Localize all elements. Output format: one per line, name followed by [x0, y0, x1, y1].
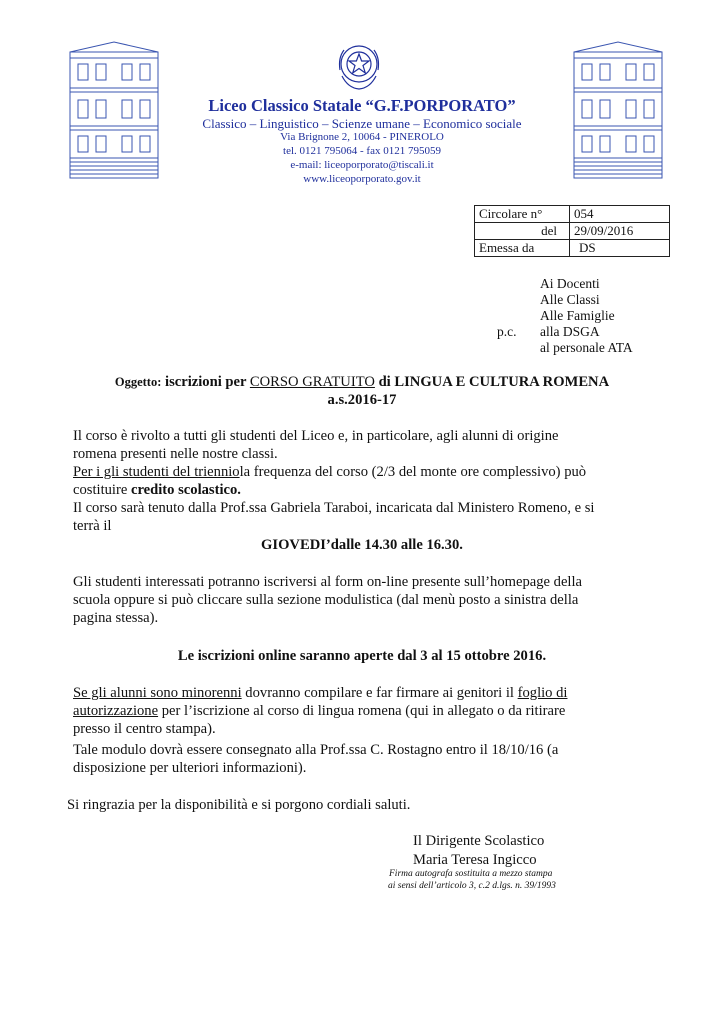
- recipient-ata: al personale ATA: [540, 340, 633, 355]
- signature-role: Il Dirigente Scolastico: [413, 833, 545, 849]
- paragraph-line: [73, 702, 565, 720]
- schedule-line: GIOVEDI’dalle 14.30 alle 16.30.: [261, 537, 463, 553]
- recipient-teachers: Ai Docenti: [540, 276, 600, 291]
- paragraph-line: [73, 463, 586, 481]
- authorization-detail: per l’iscrizione al corso di lingua romena (qui in allegato o da ritirare: [161, 703, 566, 719]
- school-email: e-mail: liceoporporato@tiscali.it: [290, 159, 434, 171]
- authorization-form-ref: autorizzazione: [73, 703, 159, 719]
- school-phone-fax: tel. 0121 795064 - fax 0121 795059: [283, 145, 441, 157]
- credit-pre: costituire: [73, 482, 128, 498]
- signature-note: ai sensi dell’articolo 3, c.2 d.lgs. n. 39/1993: [388, 881, 556, 891]
- circular-number-label: Circolare n°: [475, 206, 570, 223]
- subject-pre: iscrizioni per: [165, 374, 247, 390]
- recipient-dsga: alla DSGA: [540, 324, 600, 339]
- paragraph-line: terrà il: [73, 518, 112, 534]
- minors-instruction: dovranno compilare e far firmare ai genitori il: [245, 685, 514, 701]
- recipient-classes: Alle Classi: [540, 292, 600, 307]
- paragraph-line: Tale modulo dovrà essere consegnato alla Prof.ssa C. Rostagno entro il 18/10/16 (a: [73, 742, 559, 758]
- paragraph-line: Il corso sarà tenuto dalla Prof.ssa Gabriela Taraboi, incaricata dal Ministero Romeno, e si: [73, 500, 595, 516]
- minors-note: Se gli alunni sono minorenni: [73, 685, 242, 701]
- subject-year: a.s.2016-17: [327, 392, 397, 408]
- table-row: [475, 206, 670, 223]
- republic-emblem-icon: [334, 40, 384, 92]
- school-website: www.liceoporporato.gov.it: [303, 173, 421, 185]
- circular-date-value: 29/09/2016: [570, 223, 670, 240]
- school-name: Liceo Classico Statale “G.F.PORPORATO”: [208, 96, 516, 115]
- signature-name: Maria Teresa Ingicco: [413, 852, 537, 868]
- subject-label: Oggetto:: [114, 375, 162, 389]
- credit-label: credito scolastico.: [130, 482, 241, 498]
- pc-label: p.c.: [497, 324, 517, 339]
- paragraph-line: [73, 481, 241, 499]
- circular-issuer-label: Emessa da: [475, 240, 570, 257]
- signature-note: Firma autografa sostituita a mezzo stampa: [389, 869, 553, 879]
- circular-date-label: del: [475, 223, 570, 240]
- subject-line: [0, 374, 724, 391]
- frequency-note: la frequenza del corso (2/3 del monte ore complessivo) può: [239, 464, 587, 480]
- table-row: [475, 240, 670, 257]
- paragraph-line: Il corso è rivolto a tutti gli studenti del Liceo e, in particolare, agli alunni di origine: [73, 428, 559, 444]
- paragraph-line: scuola oppure si può cliccare sulla sezione modulistica (dal menù posto a sinistra della: [73, 592, 579, 608]
- paragraph-line: presso il centro stampa).: [73, 721, 216, 737]
- closing-line: Si ringrazia per la disponibilità e si porgono cordiali saluti.: [67, 797, 411, 813]
- paragraph-line: [73, 684, 567, 702]
- subject-post: di LINGUA E CULTURA ROMENA: [378, 374, 610, 390]
- subject-highlight: CORSO GRATUITO: [249, 374, 375, 390]
- paragraph-line: Gli studenti interessati potranno iscriversi al form on-line presente sull’homepage della: [73, 574, 583, 590]
- school-address: Via Brignone 2, 10064 - PINEROLO: [280, 131, 444, 143]
- school-tracks: Classico – Linguistico – Scienze umane – Economico sociale: [202, 116, 522, 131]
- paragraph-line: pagina stessa).: [73, 610, 159, 626]
- triennio-note: Per i gli studenti del triennio: [73, 464, 240, 480]
- table-row: [475, 223, 670, 240]
- circular-issuer-value: DS: [570, 240, 670, 257]
- paragraph-line: romena presenti nelle nostre classi.: [73, 446, 278, 462]
- enrollment-dates: Le iscrizioni online saranno aperte dal 3 al 15 ottobre 2016.: [177, 648, 547, 664]
- paragraph-line: disposizione per ulteriori informazioni).: [73, 760, 307, 776]
- circular-number-value: 054: [570, 206, 670, 223]
- authorization-form-ref: foglio di: [517, 685, 568, 701]
- circular-info-table: [474, 205, 670, 257]
- recipient-families: Alle Famiglie: [540, 308, 615, 323]
